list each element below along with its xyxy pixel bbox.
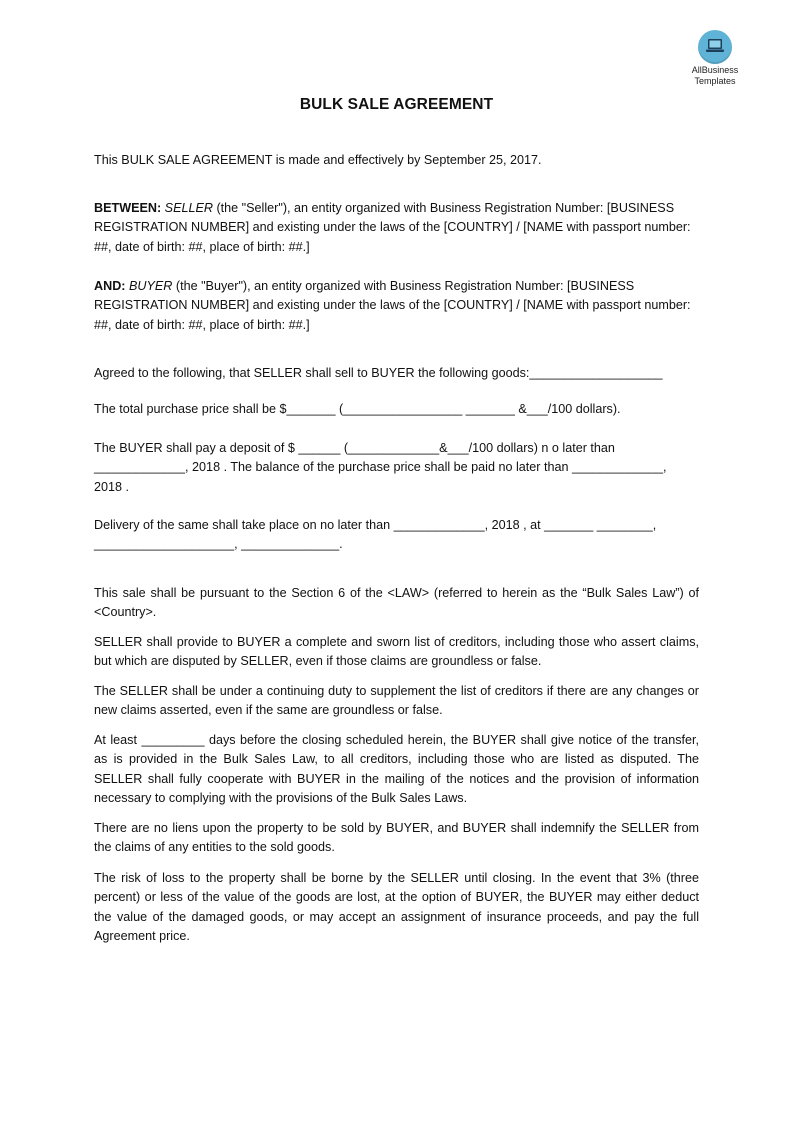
- deposit-line-3: 2018 .: [94, 479, 130, 494]
- and-text: (the "Buyer"), an entity organized with Business Registration Number: [BUSINESS REGISTRATION NUMBER] and existing under the laws of the [COUNTRY] / [NAME with passport number: ##, date of birth: ##, place of birth: ##.]: [94, 279, 691, 332]
- clause-risk-of-loss-paragraph: The risk of loss to the property shall be borne by the SELLER until closing. In the event that 3% (three percent) or less of the value of the goods are lost, at the option of BUYER, the BUYER may either deduct the value of the damaged goods, or may accept an assignment of insurance proceeds, and pay the full Agreement price.: [94, 871, 699, 944]
- clause-liens-paragraph: There are no liens upon the property to be sold by BUYER, and BUYER shall indemnify the SELLER from the claims of any entities to the sold goods.: [94, 821, 699, 855]
- clause-continuing-duty-paragraph: The SELLER shall be under a continuing duty to supplement the list of creditors if there are any changes or new claims asserted, even if the same are groundless or false.: [94, 684, 699, 718]
- and-label: AND:: [94, 279, 126, 293]
- delivery-paragraph: [94, 516, 699, 555]
- deposit-paragraph: [94, 439, 699, 497]
- deposit-line-2: _____________, 2018 . The balance of the purchase price shall be paid no later than _____________,: [94, 460, 667, 475]
- and-paragraph: [94, 277, 699, 335]
- allbusiness-templates-logo: [686, 30, 744, 86]
- intro-paragraph: This BULK SALE AGREEMENT is made and effectively by September 25, 2017.: [94, 153, 542, 167]
- clause-law-paragraph: This sale shall be pursuant to the Section 6 of the <LAW> (referred to herein as the “Bulk Sales Law”) of <Country>.: [94, 586, 699, 620]
- logo-text-line1: AllBusiness: [691, 65, 739, 75]
- clause-notice-paragraph: At least _________ days before the closing scheduled herein, the BUYER shall give notice of the transfer, as is provided in the Bulk Sales Law, to all creditors, including those who are listed as disputed. The SELLER shall fully cooperate with BUYER in the mailing of the notices and the provision of information necessary to complying with the provisions of the Bulk Sales Laws.: [94, 733, 699, 806]
- between-paragraph: [94, 199, 699, 257]
- buyer-party: BUYER: [128, 279, 173, 293]
- between-label: BETWEEN:: [94, 201, 162, 215]
- between-text: (the "Seller"), an entity organized with Business Registration Number: [BUSINESS REGISTRATION NUMBER] and existing under the laws of the [COUNTRY] / [NAME with passport number: ##, date of birth: ##, place of birth: ##.]: [94, 201, 691, 254]
- document-title: BULK SALE AGREEMENT: [299, 96, 494, 113]
- price-paragraph: The total purchase price shall be $_______ (_________________ _______ &___/100 dollars).: [94, 402, 621, 416]
- logo-text-line2: Templates: [694, 76, 736, 86]
- laptop-icon: [698, 30, 732, 64]
- delivery-line-2: ____________________, ______________.: [94, 537, 343, 552]
- deposit-line-1: The BUYER shall pay a deposit of $ ______ (_____________&___/100 dollars) n o later than: [94, 441, 615, 455]
- agreed-paragraph: Agreed to the following, that SELLER shall sell to BUYER the following goods:___________________: [94, 366, 663, 380]
- seller-party: SELLER: [164, 201, 213, 215]
- clause-creditors-list-paragraph: SELLER shall provide to BUYER a complete and sworn list of creditors, including those who assert claims, but which are disputed by SELLER, even if those claims are groundless or false.: [94, 635, 699, 669]
- delivery-line-1: Delivery of the same shall take place on no later than _____________, 2018 , at _______ ________,: [94, 518, 657, 532]
